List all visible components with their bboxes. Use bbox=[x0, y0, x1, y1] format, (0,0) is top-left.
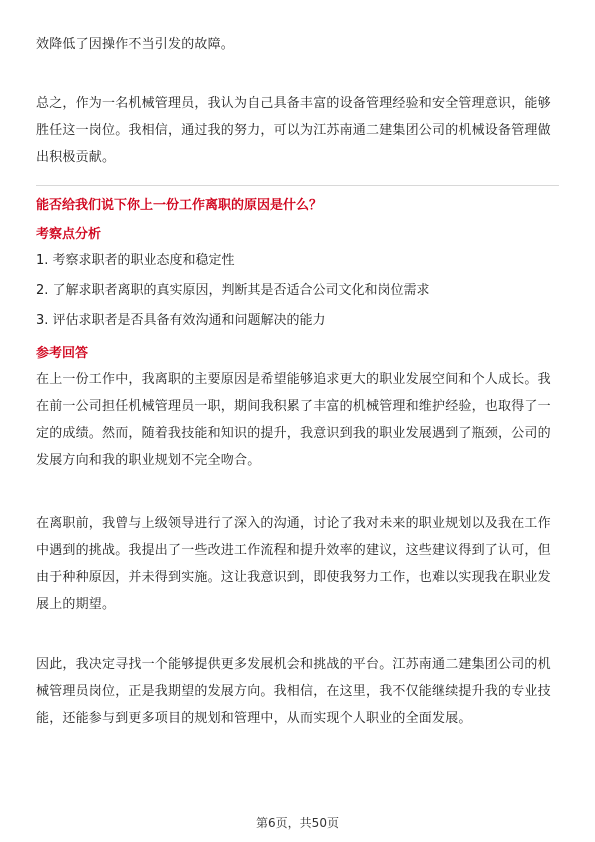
analysis-item: 2. 了解求职者离职的真实原因，判断其是否适合公司文化和岗位需求 bbox=[36, 283, 430, 298]
analysis-heading: 考察点分析 bbox=[36, 227, 102, 242]
conclusion-paragraph: 总之，作为一名机械管理员，我认为自己具备丰富的设备管理经验和安全管理意识，能够胜任这一岗位。我相信，通过我的努力，可以为江苏南通二建集团公司的机械设备管理做出积极贡献。 bbox=[36, 96, 551, 165]
page-number: 第6页，共50页 bbox=[256, 816, 339, 830]
analysis-item: 1. 考察求职者的职业态度和稳定性 bbox=[36, 253, 235, 268]
analysis-item: 3. 评估求职者是否具备有效沟通和问题解决的能力 bbox=[36, 313, 326, 328]
answer-paragraph: 因此，我决定寻找一个能够提供更多发展机会和挑战的平台。江苏南通二建集团公司的机械管理员岗位，正是我期望的发展方向。我相信，在这里，我不仅能继续提升我的专业技能，还能参与到更多项目的规划和管理中，从而实现个人职业的全面发展。 bbox=[36, 657, 551, 726]
answer-heading: 参考回答 bbox=[36, 346, 89, 361]
interview-question: 能否给我们说下你上一份工作离职的原因是什么？ bbox=[36, 198, 323, 213]
document-page bbox=[36, 0, 559, 842]
answer-paragraph: 在离职前，我曾与上级领导进行了深入的沟通，讨论了我对未来的职业规划以及我在工作中遇到的挑战。我提出了一些改进工作流程和提升效率的建议，这些建议得到了认可，但由于种种原因，并未得到实施。这让我意识到，即使我努力工作，也难以实现我在职业发展上的期望。 bbox=[36, 516, 551, 612]
section-divider bbox=[36, 185, 559, 186]
answer-paragraph: 在上一份工作中，我离职的主要原因是希望能够追求更大的职业发展空间和个人成长。我在前一公司担任机械管理员一职，期间我积累了丰富的机械管理和维护经验，也取得了一定的成绩。然而，随着我技能和知识的提升，我意识到我的职业发展遇到了瓶颈，公司的发展方向和我的职业规划不完全吻合。 bbox=[36, 372, 551, 468]
continuation-paragraph: 效降低了因操作不当引发的故障。 bbox=[36, 37, 235, 52]
